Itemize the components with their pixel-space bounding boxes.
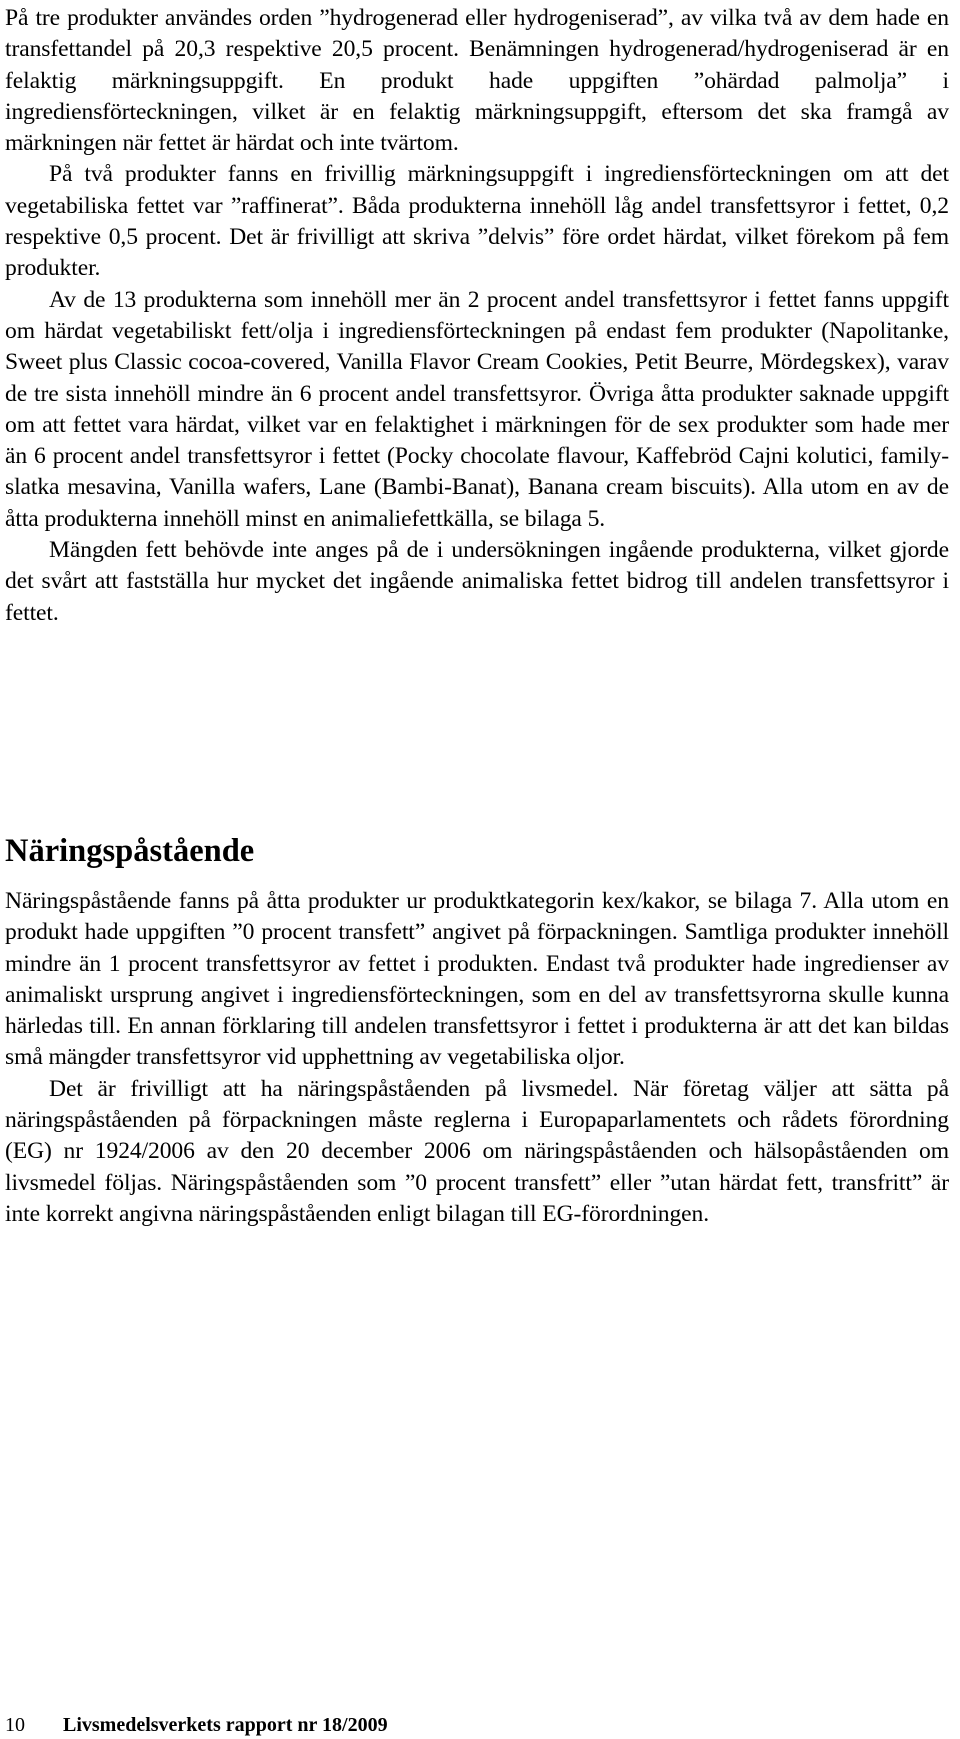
section-heading: Näringspåstående xyxy=(5,833,255,869)
paragraph: Det är frivilligt att ha näringspåståenden på livsmedel. När företag väljer att sätta på näringspåståenden på förpackningen måste reglerna i Europaparlamentets och rådets förordning (EG) nr 1924/2006 av den 20 december 2006 om näringspåståenden och hälsopåståenden om livsmedel följas. Näringspåståenden som ”0 procent transfett” eller ”utan härdat fett, transfritt” är inte korrekt angivna näringspåståenden enligt bilagan till EG-förordningen. xyxy=(5,1075,949,1227)
paragraph: Mängden fett behövde inte anges på de i undersökningen ingående produkterna, vilket gjorde det svårt att fastställa hur mycket det ingående animaliska fettet bidrog till andelen transfettsyror i fettet. xyxy=(5,537,949,626)
section-transfat-labelling xyxy=(5,3,949,629)
section-nutrition-claims xyxy=(5,886,949,1230)
publication-title: Livsmedelsverkets rapport nr 18/2009 xyxy=(63,1714,388,1736)
paragraph: Näringspåstående fanns på åtta produkter ur produktkategorin kex/kakor, se bilaga 7. Alla utom en produkt hade uppgiften ”0 procent transfett” angivet på förpackningen. Samtliga produkter innehöll mindre än 1 procent transfettsyror av fettet i produkten. Endast två produkter hade ingredienser av animaliskt ursprung angivet i ingrediensförteckningen, som en del av transfettsyrorna skulle kunna härledas till. En annan förklaring till andelen transfettsyror i fettet i produkterna är att det kan bildas små mängder transfettsyror vid upphettning av vegetabiliska oljor. xyxy=(5,888,949,1071)
page-number: 10 xyxy=(5,1714,25,1736)
paragraph: På tre produkter användes orden ”hydrogenerad eller hydrogeniserad”, av vilka två av dem hade en transfettandel på 20,3 respektive 20,5 procent. Benämningen hydrogenerad/hydrogeniserad är en felaktig märkningsuppgift. En produkt hade uppgiften ”ohärdad palmolja” i ingrediensförteckningen, vilket är en felaktig märkningsuppgift, eftersom det ska framgå av märkningen när fettet är härdat och inte tvärtom. xyxy=(5,5,949,157)
paragraph: Av de 13 produkterna som innehöll mer än 2 procent andel transfettsyror i fettet fanns uppgift om härdat vegetabiliskt fett/olja i ingrediensförteckningen på endast fem produkter (Napolitanke, Sweet plus Classic cocoa-covered, Vanilla Flavor Cream Cookies, Petit Beurre, Mördegskex), varav de tre sista innehöll mindre än 6 procent andel transfettsyror. Övriga åtta produkter saknade uppgift om att fettet vara härdat, vilket var en felaktighet i märkningen för de sex produkter som hade mer än 6 procent andel transfettsyror i fettet (Pocky chocolate flavour, Kaffebröd Cajni kolutici, family-slatka mesavina, Vanilla wafers, Lane (Bambi-Banat), Banana cream biscuits). Alla utom en av de åtta produkterna innehöll minst en animaliefettkälla, se bilaga 5. xyxy=(5,286,949,532)
paragraph: På två produkter fanns en frivillig märkningsuppgift i ingrediensförteckningen om att det vegetabiliska fettet var ”raffinerat”. Båda produkterna innehöll låg andel transfettsyror i fettet, 0,2 respektive 0,5 procent. Det är frivilligt att skriva ”delvis” före ordet härdat, vilket förekom på fem produkter. xyxy=(5,161,949,282)
page-footer xyxy=(5,1713,388,1737)
